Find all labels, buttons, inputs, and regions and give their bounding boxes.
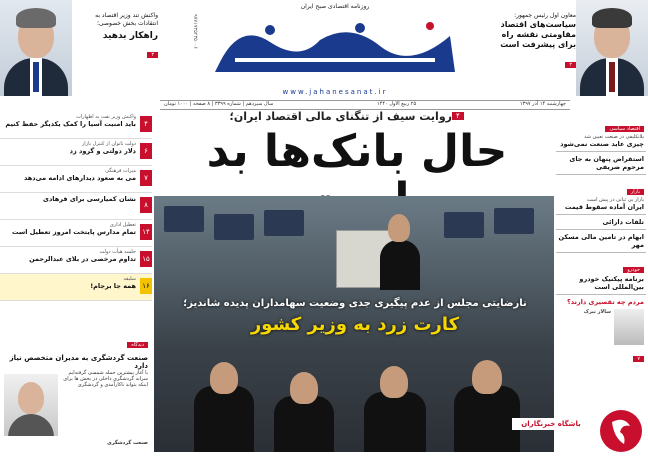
left-teaser-title: راهکار بدهید: [102, 31, 158, 41]
seat: [264, 210, 304, 236]
mp-head: [210, 362, 238, 394]
left-column-item[interactable]: [0, 112, 152, 139]
opinion-author: صنعت گردشگری: [107, 440, 148, 446]
item-tag: بازار: [627, 189, 644, 195]
page-number: ۶: [140, 143, 152, 159]
item-sub: بلاتکلیفی در صنعت تعیین شد: [584, 134, 644, 140]
page-number: ۱۵: [140, 251, 152, 267]
seat: [494, 208, 534, 234]
left-teaser[interactable]: [74, 12, 158, 60]
item-title: باید امنیت آسیا را کمک یکدیگر حفظ کنیم: [5, 120, 136, 128]
item-title: نشان کمیارسی برای قرهادی: [43, 195, 136, 203]
item-sub: جلسه هیأت دولت: [99, 249, 136, 255]
right-teaser-title: سیاست‌های اقتصاد مقاومتی نقشه راه برای پیشرفت است: [500, 19, 576, 50]
speaker-body: [380, 240, 420, 290]
dateline-left: سال سیزدهم | شماره ۳۳۹۹ | ۸ صفحه | ۱۰۰۰ تومان: [164, 101, 274, 107]
item-title: تداوم مرخصی در بلای عبدالرحمن: [29, 255, 136, 263]
page-number: ۷: [140, 170, 152, 186]
item-title: چیزی عاید صنعت نمی‌شود: [560, 140, 644, 148]
dateline: [160, 100, 570, 110]
item-title: ابهام در تامین مالی مسکن مهر: [558, 233, 644, 249]
right-interview[interactable]: [556, 294, 646, 367]
right-column-item[interactable]: [556, 229, 646, 252]
badge-logo-icon: [596, 408, 646, 454]
newspaper-logo: [200, 2, 470, 86]
mp-head: [380, 366, 408, 398]
hair: [592, 8, 632, 28]
mp-body: [454, 386, 520, 452]
tie: [609, 62, 615, 92]
left-teaser-page: ۳: [147, 52, 158, 58]
seat: [164, 206, 204, 232]
left-column-item[interactable]: [0, 247, 152, 274]
left-column: [0, 112, 152, 342]
interview-kicker: مردم چه تقصیری دارند؟: [566, 298, 644, 306]
item-sub: میراث فرهنگی: [105, 168, 136, 174]
mp-head: [472, 360, 502, 394]
dateline-middle: ۲۵ ربیع الاول ۱۴۴۰: [377, 101, 417, 107]
page-number: ۴: [140, 116, 152, 132]
item-title: ایران آماده سقوط قیمت: [564, 203, 644, 211]
interview-page: ۷: [633, 356, 644, 362]
tie: [33, 62, 39, 92]
left-column-item[interactable]: [0, 274, 152, 301]
mp-head: [290, 372, 318, 404]
main-page-tag: ۴: [452, 112, 464, 120]
header-motto: روزنامه اقتصادی صبح ایران: [300, 3, 370, 10]
barcode: ۹۷۷۱۷۳۵۲۳۵۰۰۶: [192, 14, 198, 49]
face: [18, 382, 44, 414]
photo-overlay-headline[interactable]: کارت زرد به وزیر کشور: [250, 314, 460, 335]
page-number: ۸: [140, 197, 152, 213]
right-column-item[interactable]: [556, 252, 646, 294]
item-sub: واکنش وزیر نفت به اظهارات: [75, 114, 136, 120]
right-column-item[interactable]: [556, 174, 646, 214]
item-title: تلفات دارائی: [602, 218, 644, 226]
opinion-title: صنعت گردشگری به مدیران متخصص نیاز دارد: [9, 354, 148, 370]
seat: [444, 212, 484, 238]
first-vp-photo: [576, 0, 648, 96]
interviewee-photo: [614, 309, 644, 345]
suit: [8, 414, 54, 436]
page-number: ۱۶: [140, 278, 152, 294]
item-tag: خودرو: [623, 267, 644, 273]
hair: [16, 8, 56, 28]
left-column-item[interactable]: [0, 193, 152, 220]
left-teaser-kicker: واکنش تند وزیر اقتصاد به انتقادات بخش خصوصی؛: [95, 12, 158, 27]
right-column-item[interactable]: [556, 112, 646, 151]
opinion-tag: دیدگاه: [127, 342, 148, 348]
right-column-item[interactable]: [556, 151, 646, 174]
item-title: تمام مدارس پایتخت امروز تعطیل است: [11, 228, 136, 236]
item-tag: اقتصاد سیاسی: [605, 126, 644, 132]
opinion-body: با آغاز بیشترین حمله شمسی گرفته‌ایم سرانه گردشگری داخلی در بخش ها برای اینکه بتواند ناکارآمدی و گردشگری: [63, 370, 148, 388]
left-column-item[interactable]: [0, 166, 152, 193]
badge-label: باشگاه خبرنگاران: [512, 418, 590, 430]
right-teaser[interactable]: [500, 12, 576, 70]
main-headline[interactable]: حال بانک‌ها بد: [206, 126, 508, 177]
site-url[interactable]: www.jahanesanat.ir: [282, 88, 388, 96]
right-column-item[interactable]: [556, 214, 646, 229]
right-column: [556, 112, 646, 456]
right-teaser-page: ۲: [565, 62, 576, 68]
item-sub: سلیقه: [123, 276, 136, 282]
left-column-item[interactable]: [0, 139, 152, 166]
author-photo: [4, 374, 58, 436]
item-sub: بازار بی ثباتی در پیش است: [586, 197, 644, 203]
item-title: می به صعود دیدارهای ادامه می‌دهد: [23, 174, 136, 182]
speaker-head: [388, 214, 410, 242]
right-teaser-kicker: معاون اول رئیس جمهور:: [514, 12, 576, 19]
mp-body: [274, 396, 334, 452]
page-number: ۱۴: [140, 224, 152, 240]
photo-overlay-title: نارضایتی مجلس از عدم پیگیری جدی وضعیت سهامداران پدیده شاندیز؛: [183, 298, 527, 309]
item-sub: دولت ناتوان از کنترل بازار: [81, 141, 136, 147]
mp-body: [364, 392, 426, 452]
dateline-right: چهارشنبه ۱۴ آذر ۱۳۹۷: [519, 101, 566, 107]
left-opinion[interactable]: [0, 340, 152, 456]
item-title: همه جا برجام!: [90, 282, 136, 290]
item-title: استقراض پنهان به جای مرحوم ضریفی: [569, 155, 644, 171]
seat: [214, 214, 254, 240]
mp-body: [194, 386, 254, 452]
item-title: برنامه پیکنیک خودرو بین‌المللی است: [579, 275, 644, 291]
item-sub: تعطیل اداری: [109, 222, 136, 228]
item-title: دلار دولتی و گرود زد: [69, 147, 136, 155]
main-kicker: روایت سیف از تنگنای مالی اقتصاد ایران؛: [229, 110, 452, 123]
interviewee-name: سالار تیرک: [583, 309, 611, 315]
left-column-item[interactable]: [0, 220, 152, 247]
economy-minister-photo: [0, 0, 72, 96]
